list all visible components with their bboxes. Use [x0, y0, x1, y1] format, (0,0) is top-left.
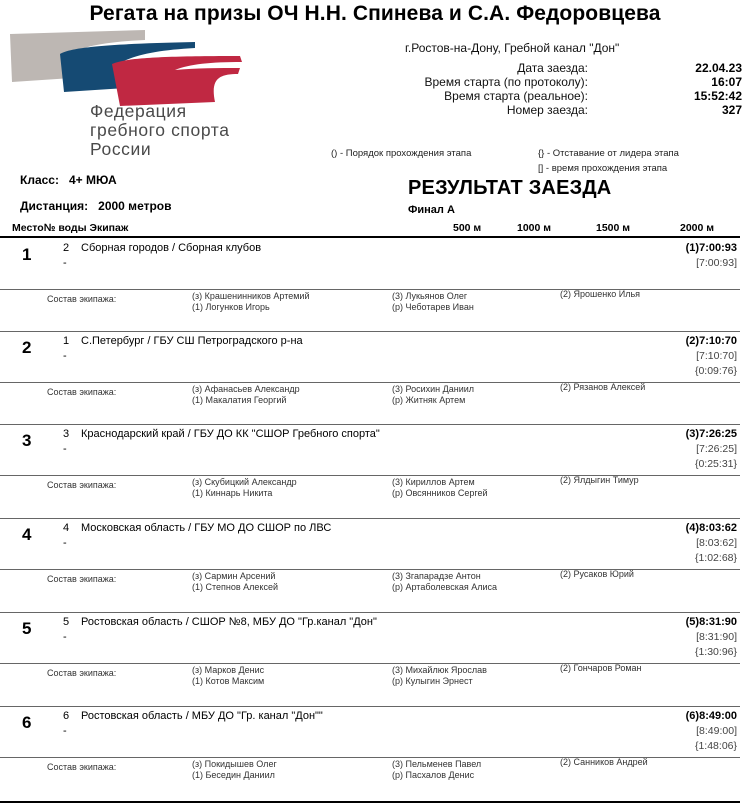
lane-dash: -	[63, 350, 67, 362]
lane-number: 4	[63, 522, 70, 534]
start-real-label: Время старта (реальное):	[444, 89, 588, 103]
rower: (2) Ялдыгин Тимур	[560, 475, 639, 485]
rower: (1) Котов Максим	[192, 676, 265, 686]
rower: (1) Макалатия Георгий	[192, 395, 287, 405]
finish-time: (5)8:31:90	[685, 616, 737, 628]
lane-dash: -	[63, 725, 67, 737]
regatta-title: Регата на призы ОЧ Н.Н. Спинева и С.А. Федоровцева	[89, 2, 661, 25]
col-500m: 500 м	[453, 222, 482, 234]
row-rule	[0, 706, 740, 707]
rower: (3) Згапарадзе Антон	[392, 571, 481, 581]
race-info-labels	[425, 61, 589, 117]
crew-name: Краснодарский край / ГБУ ДО КК "СШОР Гребного спорта"	[81, 428, 380, 440]
place: 6	[22, 713, 32, 732]
rower: (р) Пасхалов Денис	[392, 770, 475, 780]
distance-value: 2000 метров	[98, 199, 172, 213]
gap-to-leader: {1:30:96}	[694, 646, 737, 658]
gap-to-leader: {1:02:68}	[694, 552, 737, 564]
venue: г.Ростов-на-Дону, Гребной канал "Дон"	[405, 41, 620, 55]
rower: (2) Гончаров Роман	[560, 663, 642, 673]
result-row	[0, 612, 740, 702]
col-1000m: 1000 м	[517, 222, 552, 234]
date-value: 22.04.23	[695, 61, 742, 75]
split-time: [7:26:25]	[696, 443, 737, 455]
crew-label: Состав экипажа:	[47, 762, 117, 772]
finish-time: (1)7:00:93	[685, 242, 737, 254]
federation-name: Федерация гребного спорта России	[90, 101, 230, 159]
crew-name: С.Петербург / ГБУ СШ Петроградского р-на	[81, 335, 303, 347]
finish-time: (2)7:10:70	[685, 335, 737, 347]
lane-number: 3	[63, 428, 70, 440]
place: 1	[22, 245, 32, 264]
result-row	[0, 331, 740, 421]
start-protocol-value: 16:07	[711, 75, 742, 89]
lane-dash: -	[63, 631, 67, 643]
heat-label: Номер заезда:	[506, 103, 588, 117]
place: 5	[22, 619, 32, 638]
crew-label: Состав экипажа:	[47, 574, 117, 584]
rower: (3) Пельменев Павел	[392, 759, 482, 769]
rower: (1) Киннарь Никита	[192, 488, 273, 498]
lane-dash: -	[63, 443, 67, 455]
gap-to-leader: {0:25:31}	[694, 458, 737, 470]
legend-order: () - Порядок прохождения этапа	[331, 148, 472, 159]
result-row	[0, 424, 740, 514]
crew-label: Состав экипажа:	[47, 668, 117, 678]
rower: (р) Овсянников Сергей	[392, 488, 488, 498]
rower: (р) Чеботарев Иван	[392, 302, 474, 312]
crew-name: Ростовская область / МБУ ДО "Гр. канал "Дон""	[81, 710, 323, 722]
date-label: Дата заезда:	[517, 61, 588, 75]
crew-name: Ростовская область / СШОР №8, МБУ ДО "Гр.канал "Дон"	[81, 616, 377, 628]
split-time: [7:10:70]	[696, 350, 737, 362]
distance-info	[20, 199, 172, 213]
rower: (3) Лукьянов Олег	[392, 291, 468, 301]
lane-number: 1	[63, 335, 70, 347]
final-label: Финал А	[408, 204, 455, 216]
lane-number: 2	[63, 242, 70, 254]
rower: (з) Крашенинников Артемий	[192, 291, 310, 301]
rower: (р) Житняк Артем	[392, 395, 466, 405]
result-title: РЕЗУЛЬТАТ ЗАЕЗДА	[408, 177, 612, 199]
rower: (3) Кириллов Артем	[392, 477, 475, 487]
col-1500m: 1500 м	[596, 222, 631, 234]
lane-dash: -	[63, 257, 67, 269]
rower: (1) Логунков Игорь	[192, 302, 270, 312]
lane-number: 6	[63, 710, 70, 722]
place: 3	[22, 431, 32, 450]
split-time: [8:49:00]	[696, 725, 737, 737]
lane-dash: -	[63, 537, 67, 549]
footer-rule	[0, 801, 740, 803]
crew-label: Состав экипажа:	[47, 387, 117, 397]
crew-label: Состав экипажа:	[47, 480, 117, 490]
start-protocol-label: Время старта (по протоколу):	[424, 75, 588, 89]
result-row	[0, 518, 740, 608]
distance-label: Дистанция:	[20, 199, 89, 213]
rower: (з) Сармин Арсений	[192, 571, 276, 581]
gap-to-leader: {0:09:76}	[694, 365, 737, 377]
heat-value: 327	[721, 103, 742, 117]
split-time: [8:03:62]	[696, 537, 737, 549]
row-rule	[0, 424, 740, 425]
row-rule	[0, 331, 740, 332]
race-info-values	[694, 61, 742, 117]
crew-name: Московская область / ГБУ МО ДО СШОР по ЛВС	[81, 522, 332, 534]
column-headers	[0, 222, 750, 236]
split-time: [8:31:90]	[696, 631, 737, 643]
col-2000m: 2000 м	[680, 222, 715, 234]
crew-name: Сборная городов / Сборная клубов	[81, 242, 262, 254]
rower: (3) Михайлюк Ярослав	[392, 665, 487, 675]
result-row	[0, 706, 740, 796]
rower: (з) Скубицкий Александр	[192, 477, 297, 487]
start-real-value: 15:52:42	[693, 89, 742, 103]
rower: (2) Русаков Юрий	[560, 569, 634, 579]
rower: (1) Беседин Даниил	[192, 770, 275, 780]
row-rule	[0, 518, 740, 519]
result-row	[0, 238, 740, 328]
rower: (2) Санников Андрей	[560, 757, 648, 767]
rower: (р) Кулыгин Эрнест	[392, 676, 473, 686]
rower: (р) Артаболевская Алиса	[392, 582, 498, 592]
class-value: 4+ МЮА	[68, 173, 117, 187]
legend-gap: {} - Отставание от лидера этапа	[538, 148, 679, 159]
split-time: [7:00:93]	[696, 257, 737, 269]
finish-time: (3)7:26:25	[685, 428, 737, 440]
place: 2	[22, 338, 32, 357]
rower: (2) Рязанов Алексей	[560, 382, 646, 392]
lane-number: 5	[63, 616, 70, 628]
row-rule	[0, 612, 740, 613]
class-label: Класс:	[20, 173, 59, 187]
finish-time: (4)8:03:62	[685, 522, 737, 534]
rower: (з) Покидышев Олег	[192, 759, 277, 769]
rower: (з) Афанасьев Александр	[192, 384, 300, 394]
rower: (з) Марков Денис	[192, 665, 265, 675]
gap-to-leader: {1:48:06}	[694, 740, 737, 752]
rower: (2) Ярошенко Илья	[560, 289, 641, 299]
col-place-lane-crew: Место№ воды Экипаж	[12, 222, 129, 234]
rower: (3) Росихин Даниил	[392, 384, 475, 394]
boat-shapes-icon	[10, 26, 310, 106]
crew-label: Состав экипажа:	[47, 294, 117, 304]
legend-split: [] - время прохождения этапа	[538, 163, 668, 174]
place: 4	[22, 525, 32, 544]
federation-logo	[10, 26, 310, 162]
rower: (1) Степнов Алексей	[192, 582, 278, 592]
class-info	[20, 173, 117, 187]
finish-time: (6)8:49:00	[685, 710, 737, 722]
